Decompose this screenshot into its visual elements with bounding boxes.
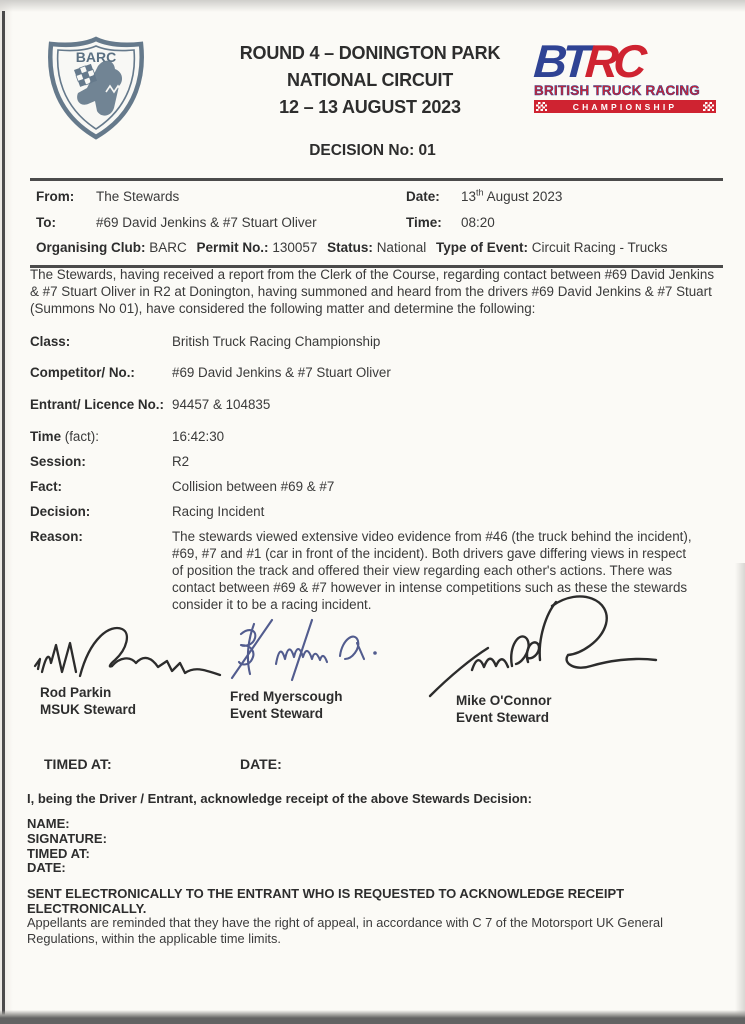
status-label: Status: <box>327 240 373 255</box>
field-row-fact: Fact: Collision between #69 & #7 <box>30 478 718 495</box>
acknowledgement-fields <box>27 817 107 876</box>
event-type-value: Circuit Racing - Trucks <box>531 240 668 255</box>
to-value: #69 David Jenkins & #7 Stuart Oliver <box>96 215 317 230</box>
signatures-section <box>36 600 716 735</box>
decision-value: Racing Incident <box>172 504 265 519</box>
appeal-rights-notice: Appellants are reminded that they have the right of appeal, in accordance with C 7 of the Motorsport UK General Regulations, within the applicable time limits. <box>27 915 663 946</box>
ack-date-label: DATE: <box>27 860 66 876</box>
date-value: 13th August 2023 <box>461 187 563 204</box>
field-row-reason: Reason: The stewards viewed extensive video evidence from #46 (the truck behind the incident), #69, #7 and #1 (car in front of the incident). Both drivers gave differing views in respect of position the track and offered their view regarding each other's actions. There was contact between #69 & #7 however in intense competitions such as these the stewards consider it to be a racing incident. <box>30 528 718 613</box>
organising-club-label: Organising Club: <box>36 240 146 255</box>
decision-fields <box>30 333 718 613</box>
time-fact-value: 16:42:30 <box>172 429 225 444</box>
class-value: British Truck Racing Championship <box>172 334 381 349</box>
session-value: R2 <box>172 454 190 469</box>
time-value: 08:20 <box>461 215 495 230</box>
scan-edge-top <box>0 0 745 12</box>
scan-edge-right-shade <box>735 563 745 1024</box>
competitor-value: #69 David Jenkins & #7 Stuart Oliver <box>172 365 391 380</box>
from-label: From: <box>36 189 75 204</box>
scan-edge-bottom <box>0 1010 745 1024</box>
date-label: Date: <box>406 189 440 204</box>
ack-signature-label: SIGNATURE: <box>27 830 107 846</box>
field-row-time-fact: Time (fact): 16:42:30 <box>30 428 718 445</box>
reason-value: The stewards viewed extensive video evidence from #46 (the truck behind the incident), #69, #7 and #1 (car in front of the incident). Both drivers gave differing views in respect of position the track and offered their view regarding each other's actions. There was contact between #69 & #7 however in intense competitions such as these the stewards consider it to be a racing incident. <box>172 529 692 612</box>
timed-at-label: TIMED AT: <box>44 756 112 772</box>
event-type-label: Type of Event: <box>435 240 528 255</box>
event-title-line3: 12 – 13 AUGUST 2023 <box>279 97 461 117</box>
ack-timed-at-label: TIMED AT: <box>27 845 90 861</box>
btrc-logo-subtitle: BRITISH TRUCK RACING <box>534 83 700 98</box>
from-value: The Stewards <box>96 189 180 204</box>
status-value: National <box>376 240 427 255</box>
ack-name-label: NAME: <box>27 816 70 831</box>
fact-value: Collision between #69 & #7 <box>172 479 335 494</box>
barc-club-logo-icon <box>46 36 146 140</box>
btrc-championship-logo <box>532 35 716 113</box>
to-label: To: <box>36 215 56 230</box>
permit-no-label: Permit No.: <box>196 240 269 255</box>
acknowledgement-statement: I, being the Driver / Entrant, acknowledge receipt of the above Stewards Decision: <box>27 791 532 806</box>
event-title <box>150 40 590 121</box>
permit-no-value: 130057 <box>272 240 318 255</box>
btrc-letters-rc: RC <box>583 35 644 87</box>
entrant-licence-value: 94457 & 104835 <box>172 397 271 412</box>
event-title-line1: ROUND 4 – DONINGTON PARK <box>239 43 501 63</box>
organising-club-row <box>36 240 723 255</box>
signature-fred-myerscough <box>224 614 392 684</box>
time-label: Time: <box>406 215 442 230</box>
field-row-session: Session: R2 <box>30 453 718 470</box>
organising-club-value: BARC <box>149 240 187 255</box>
decision-number-heading: DECISION No: 01 <box>309 142 436 159</box>
date-blank-label: DATE: <box>240 756 282 772</box>
btrc-letters-bt: BT <box>532 35 588 87</box>
field-row-class: Class: British Truck Racing Championship <box>30 333 718 350</box>
scan-edge-left-line <box>2 11 5 1018</box>
decision-info-table <box>30 178 723 268</box>
barc-logo-text: BARC <box>75 49 117 65</box>
signature-rod-parkin <box>30 616 226 692</box>
btrc-logo-championship-text: CHAMPIONSHIP <box>572 101 678 112</box>
btrc-logo-championship-bar <box>534 100 716 113</box>
signatory-mike-oconnor: Mike O'Connor Event Steward <box>456 693 552 725</box>
checkered-flag-icon <box>536 102 547 111</box>
sent-electronically-notice: SENT ELECTRONICALLY TO THE ENTRANT WHO IS REQUESTED TO ACKNOWLEDGE RECEIPT ELECTRONICALLY. <box>27 886 625 916</box>
btrc-logo-word <box>532 35 718 87</box>
field-row-entrant-licence: Entrant/ Licence No.: 94457 & 104835 <box>30 396 718 413</box>
event-title-line2: NATIONAL CIRCUIT <box>286 70 454 90</box>
signature-mike-oconnor <box>428 594 664 700</box>
field-row-competitor: Competitor/ No.: #69 David Jenkins & #7 Stuart Oliver <box>30 364 718 381</box>
signatory-rod-parkin: Rod Parkin MSUK Steward <box>40 685 137 717</box>
checkered-flag-icon <box>703 102 714 111</box>
field-row-decision: Decision: Racing Incident <box>30 503 718 520</box>
signatory-fred-myerscough: Fred Myerscough Event Steward <box>230 689 343 721</box>
stewards-preamble: The Stewards, having received a report from the Clerk of the Course, regarding contact between #69 David Jenkins & #7 Stuart Oliver in R2 at Donington, having summoned and heard from the drivers #69 David Jenkins & #7 Stuart (Summons No 01), have considered the following matter and determine the following: <box>30 267 715 316</box>
